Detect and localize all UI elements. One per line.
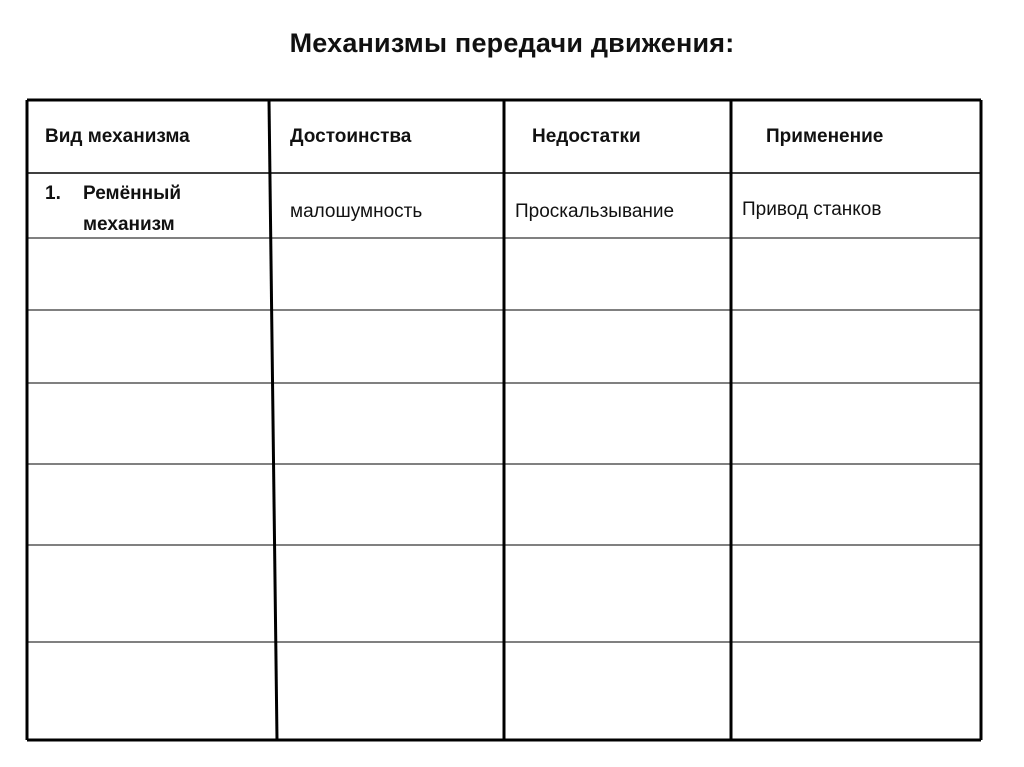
mechanism-name-line2: механизм xyxy=(83,214,175,235)
column-divider-1 xyxy=(269,100,277,740)
header-mechanism-type: Вид механизма xyxy=(45,126,190,147)
row-1-application: Привод станков xyxy=(742,199,882,220)
row-1-disadvantages: Проскальзывание xyxy=(515,201,675,222)
mechanism-name-line1: Ремённый xyxy=(83,183,181,204)
row-1-advantages: малошумность xyxy=(290,201,423,222)
header-disadvantages: Недостатки xyxy=(532,126,641,147)
header-application: Применение xyxy=(766,126,884,147)
header-advantages: Достоинства xyxy=(290,126,412,147)
page-title: Механизмы передачи движения: xyxy=(289,28,735,58)
row-1-mechanism-line1 xyxy=(45,181,181,207)
list-number: 1. xyxy=(45,183,61,204)
